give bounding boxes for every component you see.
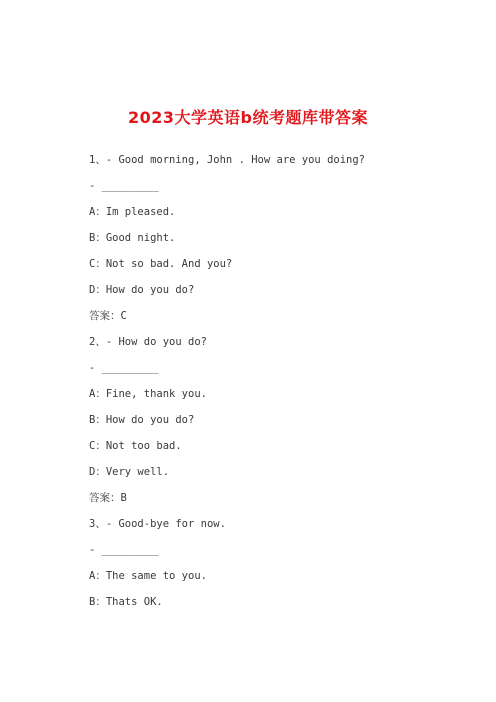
q1-question: 1、- Good morning, John . How are you doing? bbox=[89, 154, 366, 166]
q2-blank: - _________ bbox=[89, 362, 159, 374]
q2-option-b: B：How do you do? bbox=[89, 414, 195, 426]
q1-blank: - _________ bbox=[89, 180, 159, 192]
q1-option-c: C：Not so bad. And you? bbox=[89, 258, 233, 270]
q2-answer: 答案：B bbox=[89, 492, 127, 504]
q1-option-a: A：Im pleased. bbox=[89, 206, 176, 218]
q2-option-a: A：Fine, thank you. bbox=[89, 388, 207, 400]
document-title: 2023大学英语b统考题库带答案 bbox=[128, 108, 368, 127]
q1-option-b: B：Good night. bbox=[89, 232, 176, 244]
q3-question: 3、- Good-bye for now. bbox=[89, 518, 226, 530]
q2-question: 2、- How do you do? bbox=[89, 336, 207, 348]
q3-option-a: A：The same to you. bbox=[89, 570, 207, 582]
q2-option-d: D：Very well. bbox=[89, 466, 170, 478]
q3-blank: - _________ bbox=[89, 544, 159, 556]
q2-option-c: C：Not too bad. bbox=[89, 440, 182, 452]
q3-option-b: B：Thats OK. bbox=[89, 596, 163, 608]
q1-answer: 答案：C bbox=[89, 310, 127, 322]
q1-option-d: D：How do you do? bbox=[89, 284, 195, 296]
